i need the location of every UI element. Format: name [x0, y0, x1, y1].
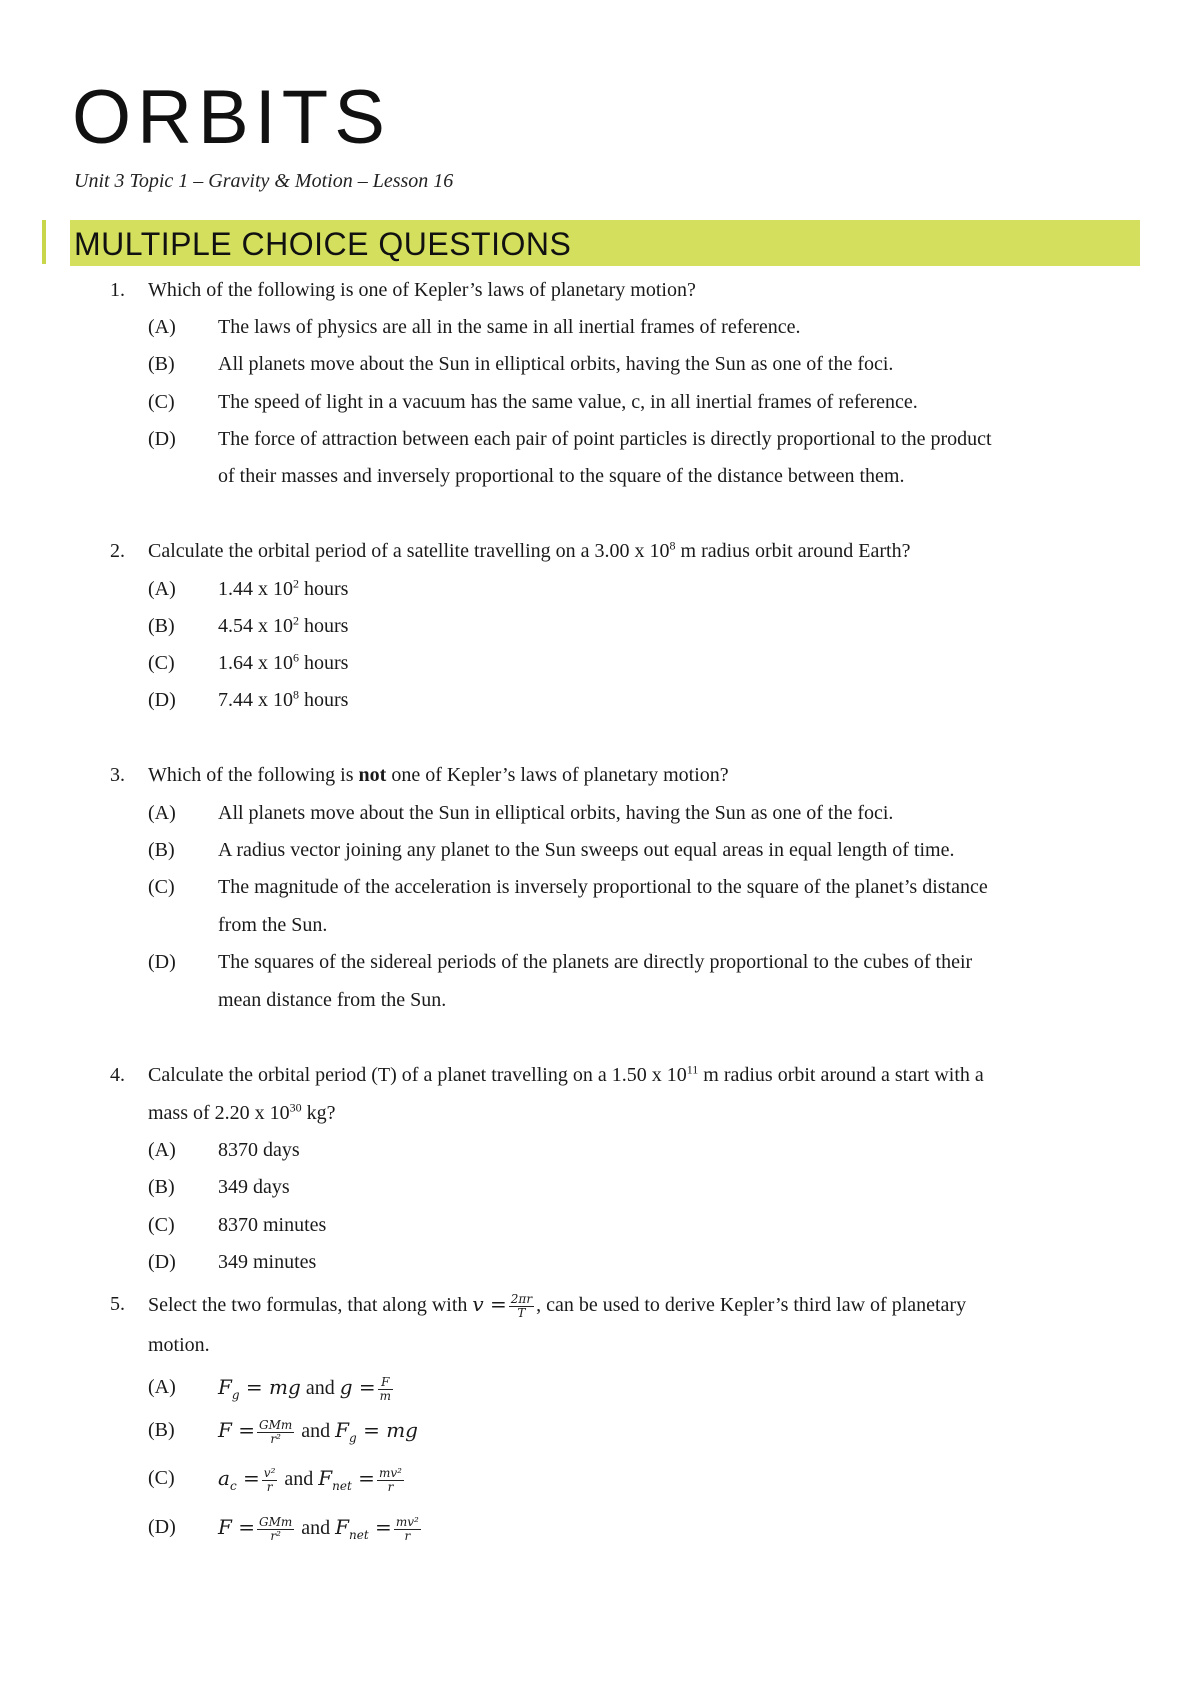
- option-letter: (C): [148, 652, 175, 674]
- option-text: A radius vector joining any planet to the Sun sweeps out equal areas in equal length of time.: [218, 839, 955, 861]
- option-text: 1.44 x $10^2$ hours: [218, 576, 349, 600]
- option-letter: (A): [148, 578, 176, 600]
- option-letter: (A): [148, 316, 176, 338]
- option-text: 7.44 x $10^8$ hours: [218, 687, 349, 711]
- option-letter: (D): [148, 428, 176, 450]
- section-heading: MULTIPLE CHOICE QUESTIONS: [74, 226, 572, 262]
- option-letter: (A): [148, 1376, 176, 1398]
- option-text-continued: from the Sun.: [218, 914, 328, 936]
- option-letter: (D): [148, 689, 176, 711]
- question-number: 1.: [110, 279, 125, 301]
- option-letter: (A): [148, 1139, 176, 1161]
- option-letter: (D): [148, 1251, 176, 1273]
- question-text-continued: mass of 2.20 x $10^{30}$ kg?: [148, 1100, 336, 1124]
- formula-option-d: F = $\frac{\text{GMm}}{\text{r²}}$ and $F_{net}$ = $\frac{\text{mv²}}{r}$: [218, 1514, 419, 1543]
- option-text: 349 days: [218, 1176, 290, 1198]
- question-text: Calculate the orbital period (T) of a planet travelling on a 1.50 x $10^{11}$ m radius orbit around a start with a: [148, 1062, 984, 1086]
- option-text: The speed of light in a vacuum has the same value, c, in all inertial frames of reference.: [218, 391, 918, 413]
- option-letter: (C): [148, 391, 175, 413]
- option-text: The squares of the sidereal periods of the planets are directly proportional to the cubes of their: [218, 951, 973, 973]
- option-letter: (B): [148, 839, 175, 861]
- section-banner: [70, 220, 1140, 266]
- question-text-continued: motion.: [148, 1334, 210, 1356]
- option-text: 349 minutes: [218, 1251, 317, 1273]
- option-text: 4.54 x $10^2$ hours: [218, 613, 349, 637]
- option-letter: (B): [148, 1176, 175, 1198]
- option-letter: (B): [148, 353, 175, 375]
- question-text: Which of the following is one of Kepler’s laws of planetary motion?: [148, 279, 696, 301]
- page-title: ORBITS: [72, 75, 391, 160]
- option-text: 1.64 x $10^6$ hours: [218, 650, 349, 674]
- question-text: Which of the following is not one of Kepler’s laws of planetary motion?: [148, 764, 729, 786]
- option-letter: (C): [148, 1467, 175, 1489]
- option-text: 8370 minutes: [218, 1214, 327, 1236]
- option-letter: (B): [148, 1419, 175, 1441]
- option-text-continued: of their masses and inversely proportional to the square of the distance between them.: [218, 465, 905, 487]
- question-number: 4.: [110, 1064, 125, 1086]
- formula-option-a: $F_g$ = mg and g = $\frac{F}{m}$: [218, 1374, 392, 1403]
- option-text: The force of attraction between each pair of point particles is directly proportional to the product: [218, 428, 992, 450]
- question-number: 2.: [110, 540, 125, 562]
- option-text: 8370 days: [218, 1139, 300, 1161]
- section-accent-bar: [42, 220, 46, 264]
- question-number: 5.: [110, 1293, 125, 1315]
- option-letter: (D): [148, 951, 176, 973]
- option-text: The laws of physics are all in the same in all inertial frames of reference.: [218, 316, 801, 338]
- formula-option-c: $a_c$ = $\frac{\text{v²}}{r}$ and $F_{net}$ = $\frac{\text{mv²}}{r}$: [218, 1465, 402, 1494]
- option-text-continued: mean distance from the Sun.: [218, 989, 447, 1011]
- question-text: Select the two formulas, that along with v = $\frac{2\pi r}{T}$ , can be used to derive Kepler’s third law of planetary: [148, 1291, 967, 1320]
- option-text: All planets move about the Sun in elliptical orbits, having the Sun as one of the foci.: [218, 353, 894, 375]
- question-number: 3.: [110, 764, 125, 786]
- option-letter: (C): [148, 1214, 175, 1236]
- formula-option-b: F = $\frac{\text{GMm}}{\text{r²}}$ and $F_g$ = mg: [218, 1417, 418, 1446]
- option-text: The magnitude of the acceleration is inversely proportional to the square of the planet’s distance: [218, 876, 988, 898]
- option-letter: (D): [148, 1516, 176, 1538]
- question-text: Calculate the orbital period of a satellite travelling on a 3.00 x $10^8$ m radius orbit around Earth?: [148, 538, 911, 562]
- option-letter: (B): [148, 615, 175, 637]
- option-text: All planets move about the Sun in elliptical orbits, having the Sun as one of the foci.: [218, 802, 894, 824]
- option-letter: (A): [148, 802, 176, 824]
- option-letter: (C): [148, 876, 175, 898]
- page-subtitle: Unit 3 Topic 1 – Gravity & Motion – Lesson 16: [74, 170, 454, 192]
